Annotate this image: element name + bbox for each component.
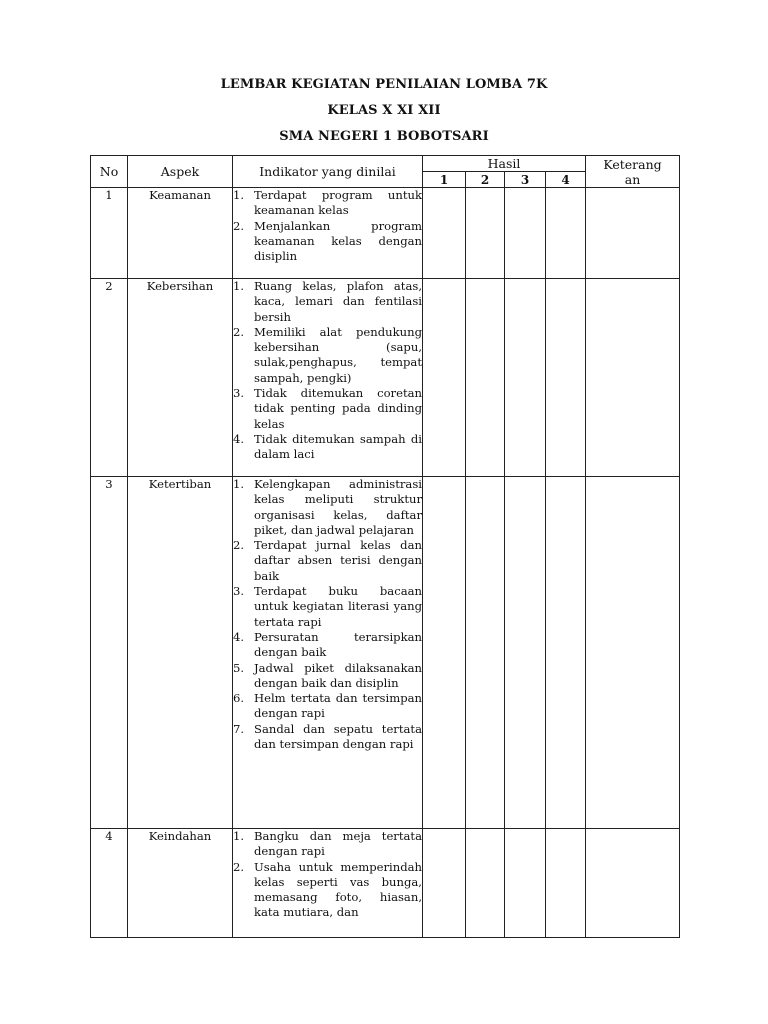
row-indicators bbox=[233, 279, 423, 477]
score-header-2: 2 bbox=[466, 172, 505, 188]
score-cell-1[interactable] bbox=[423, 829, 466, 938]
row-indicators bbox=[233, 829, 423, 938]
table-row bbox=[91, 829, 680, 938]
score-cell-2[interactable] bbox=[466, 829, 505, 938]
indicator-text: Terdapat jurnal kelas dan daftar absen terisi dengan baik bbox=[254, 538, 422, 583]
indicator-text: Helm tertata dan tersimpan dengan rapi bbox=[254, 691, 422, 721]
table-row bbox=[91, 279, 680, 477]
header-keterangan bbox=[586, 156, 680, 188]
score-cell-3[interactable] bbox=[505, 279, 546, 477]
class-levels: KELAS X XI XII bbox=[327, 103, 441, 118]
keterangan-cell[interactable] bbox=[586, 279, 680, 477]
indicator-item bbox=[233, 279, 422, 325]
row-indicators bbox=[233, 188, 423, 279]
indicator-number: 4. bbox=[233, 629, 245, 644]
indicator-number: 1. bbox=[233, 279, 245, 293]
indicator-number: 1. bbox=[233, 829, 245, 843]
indicator-list bbox=[233, 279, 422, 463]
row-aspek: Ketertiban bbox=[128, 477, 233, 829]
indicator-item bbox=[233, 188, 422, 219]
indicator-number: 2. bbox=[233, 218, 245, 233]
indicator-number: 6. bbox=[233, 691, 245, 706]
indicator-item bbox=[233, 386, 422, 432]
score-cell-4[interactable] bbox=[546, 188, 586, 279]
indicator-number: 1. bbox=[233, 188, 245, 202]
document-title: LEMBAR KEGIATAN PENILAIAN LOMBA 7K bbox=[220, 77, 548, 92]
indicator-item bbox=[233, 829, 422, 860]
indicator-list bbox=[233, 829, 422, 921]
keterangan-cell[interactable] bbox=[586, 188, 680, 279]
indicator-text: Tidak ditemukan sampah di dalam laci bbox=[254, 431, 422, 462]
header-keterangan-text: Keterangan bbox=[603, 156, 662, 187]
row-number: 1 bbox=[91, 188, 128, 279]
indicator-text: Terdapat buku bacaan untuk kegiatan literasi yang tertata rapi bbox=[254, 584, 422, 629]
indicator-text: Memiliki alat pendukung kebersihan (sapu, sulak,penghapus, tempat sampah, pengki) bbox=[254, 324, 422, 385]
indicator-number: 5. bbox=[233, 660, 245, 675]
indicator-item bbox=[233, 432, 422, 463]
indicator-item bbox=[233, 477, 422, 538]
indicator-text: Menjalankan program keamanan kelas dengan disiplin bbox=[254, 218, 422, 264]
indicator-item bbox=[233, 538, 422, 584]
score-header-4: 4 bbox=[546, 172, 586, 188]
header-aspek: Aspek bbox=[128, 156, 233, 188]
keterangan-cell[interactable] bbox=[586, 477, 680, 829]
indicator-number: 2. bbox=[233, 859, 245, 874]
indicator-text: Persuratan terarsipkan dengan baik bbox=[254, 629, 422, 660]
score-cell-3[interactable] bbox=[505, 477, 546, 829]
header-hasil: Hasil bbox=[423, 156, 586, 172]
indicator-item bbox=[233, 722, 422, 753]
indicator-number: 1. bbox=[233, 477, 245, 491]
indicator-number: 2. bbox=[233, 324, 245, 339]
keterangan-cell[interactable] bbox=[586, 829, 680, 938]
indicator-item bbox=[233, 630, 422, 661]
indicator-list bbox=[233, 188, 422, 264]
indicator-number: 3. bbox=[233, 584, 245, 599]
row-aspek: Keamanan bbox=[128, 188, 233, 279]
indicator-text: Ruang kelas, plafon atas, kaca, lemari dan fentilasi bersih bbox=[254, 279, 422, 324]
row-aspek: Keindahan bbox=[128, 829, 233, 938]
indicator-text: Tidak ditemukan coretan tidak penting pada dinding kelas bbox=[254, 386, 422, 431]
score-cell-1[interactable] bbox=[423, 279, 466, 477]
indicator-text: Kelengkapan administrasi kelas meliputi struktur organisasi kelas, daftar piket, dan jadwal pelajaran bbox=[254, 477, 422, 537]
indicator-text: Sandal dan sepatu tertata dan tersimpan dengan rapi bbox=[254, 721, 422, 752]
document-header bbox=[0, 78, 768, 156]
score-cell-4[interactable] bbox=[546, 829, 586, 938]
assessment-table bbox=[90, 155, 680, 938]
score-cell-3[interactable] bbox=[505, 188, 546, 279]
indicator-item bbox=[233, 219, 422, 265]
header-no: No bbox=[91, 156, 128, 188]
indicator-item bbox=[233, 661, 422, 692]
row-number: 2 bbox=[91, 279, 128, 477]
school-name: SMA NEGERI 1 BOBOTSARI bbox=[279, 129, 489, 144]
score-cell-2[interactable] bbox=[466, 188, 505, 279]
score-cell-4[interactable] bbox=[546, 279, 586, 477]
row-number: 3 bbox=[91, 477, 128, 829]
score-header-3: 3 bbox=[505, 172, 546, 188]
indicator-text: Jadwal piket dilaksanakan dengan baik dan disiplin bbox=[254, 660, 422, 690]
indicator-number: 3. bbox=[233, 386, 245, 401]
score-cell-3[interactable] bbox=[505, 829, 546, 938]
score-cell-1[interactable] bbox=[423, 477, 466, 829]
indicator-item bbox=[233, 860, 422, 921]
score-header-1: 1 bbox=[423, 172, 466, 188]
header-indikator: Indikator yang dinilai bbox=[233, 156, 423, 188]
score-cell-4[interactable] bbox=[546, 477, 586, 829]
score-cell-2[interactable] bbox=[466, 477, 505, 829]
indicator-list bbox=[233, 477, 422, 752]
table-row bbox=[91, 477, 680, 829]
indicator-text: Usaha untuk memperindah kelas seperti vas bunga, memasang foto, hiasan, kata mutiara, dan bbox=[254, 859, 422, 920]
indicator-number: 2. bbox=[233, 538, 245, 553]
indicator-number: 7. bbox=[233, 721, 245, 736]
table-row bbox=[91, 188, 680, 279]
row-number: 4 bbox=[91, 829, 128, 938]
indicator-text: Bangku dan meja tertata dengan rapi bbox=[254, 829, 422, 859]
row-aspek: Kebersihan bbox=[128, 279, 233, 477]
indicator-number: 4. bbox=[233, 431, 245, 446]
indicator-item bbox=[233, 584, 422, 630]
indicator-item bbox=[233, 325, 422, 386]
indicator-text: Terdapat program untuk keamanan kelas bbox=[254, 188, 422, 218]
score-cell-1[interactable] bbox=[423, 188, 466, 279]
score-cell-2[interactable] bbox=[466, 279, 505, 477]
row-indicators bbox=[233, 477, 423, 829]
indicator-item bbox=[233, 691, 422, 722]
